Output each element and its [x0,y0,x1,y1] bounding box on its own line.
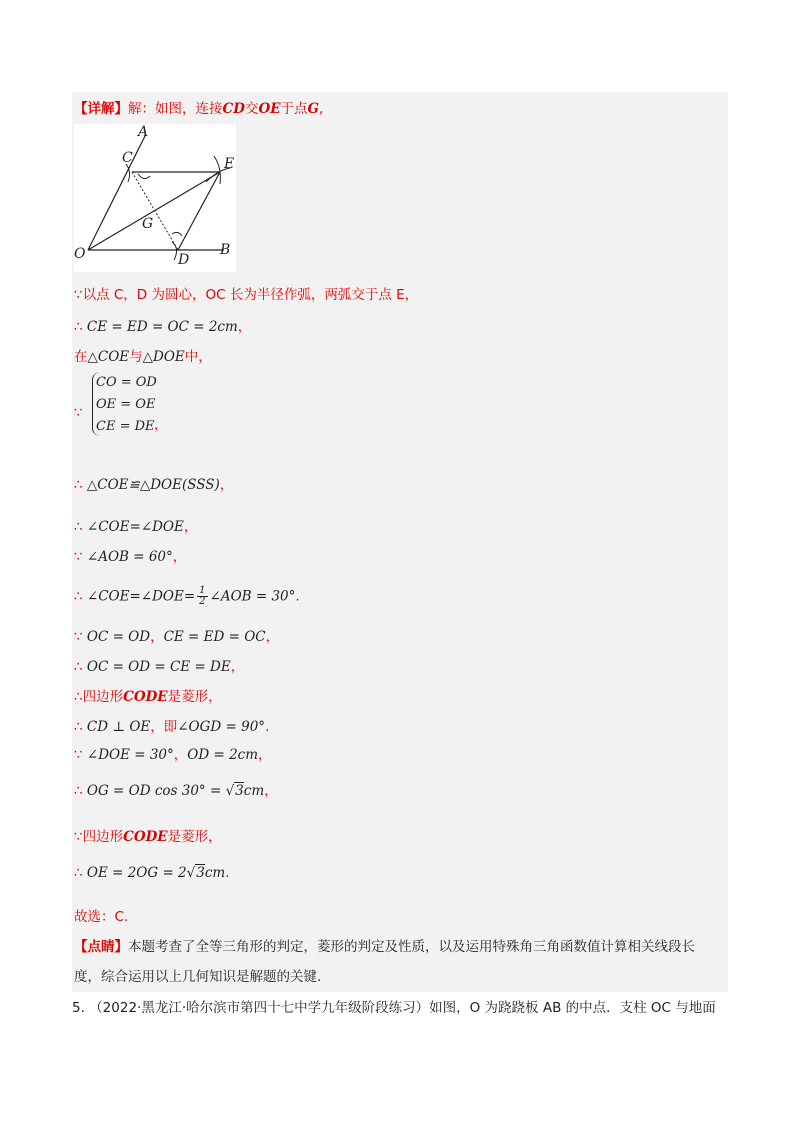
step-5: ∴ ∠COE=∠DOE， [74,519,198,535]
step-9: ∴ OC = OD = CE = DE， [74,659,245,675]
label-a: A [138,124,149,140]
step-3-tail: ， [154,417,168,433]
comment-tag: 【点睛】 [74,939,128,955]
step-7: ∴ ∠COE=∠DOE= $\frac{1}{2}$ ∠AOB = 30°. [74,585,300,607]
step-4: ∴ △COE≌△DOE(SSS)， [74,477,234,493]
arc-d [172,242,177,260]
step-15: ∴ OE = 2OG = 2√3cm. [74,865,230,881]
diagonal-cd [132,172,178,250]
answer-line: 故选：C. [74,909,129,925]
label-b: B [220,242,231,258]
rhombus-figure [74,124,236,272]
step-12: ∵ ∠DOE = 30°，OD = 2cm， [74,747,272,763]
comment-line-1: 【点睛】本题考查了全等三角形的判定，菱形的判定及性质，以及运用特殊角三角函数值计算相关线段长 [74,939,695,955]
step-8: ∵ OC = OD，CE = ED = OC， [74,629,280,645]
label-o: O [74,246,86,262]
comment-line-2: 度，综合运用以上几何知识是解题的关键. [74,969,322,985]
arc-mark-d [172,232,182,236]
arc-e1 [214,156,220,184]
label-c: C [122,150,133,166]
step-3-symbol: ∵ [74,405,83,421]
step-6: ∵ ∠AOB = 60°， [74,549,187,565]
step-10: ∴四边形CODE是菱形， [74,689,222,705]
step-11: ∴ CD ⊥ OE，即∠OGD = 90°. [74,719,270,735]
step-13: ∴ OG = OD cos 30° = √3cm， [74,783,278,799]
rhombus-diagram [74,124,236,272]
step-1: ∴ CE = ED = OC = 2cm， [74,319,252,335]
fraction-half: $\frac{1}{2}$ [199,585,206,607]
step-2: 在△COE与△DOE中， [74,349,212,365]
equation-system: CO = OD OE = OE CE = DE [96,375,157,434]
label-d: D [178,252,190,268]
question-5: 5. （2022·黑龙江·哈尔滨市第四十七中学九年级阶段练习）如图，O 为跷跷板 AB 的中点．支柱 OC 与地面 [72,1000,716,1016]
label-e: E [224,156,235,172]
solution-header: 【详解】解：如图，连接CD交OE于点G, [74,101,324,117]
side-ed [178,172,220,250]
arc-mark-c [138,174,150,179]
step-0: ∵以点 C，D 为圆心，OC 长为半径作弧，两弧交于点 E， [74,287,419,303]
step-14: ∵四边形CODE是菱形， [74,829,222,845]
detail-tag: 【详解】 [74,101,128,117]
label-g: G [142,216,154,232]
